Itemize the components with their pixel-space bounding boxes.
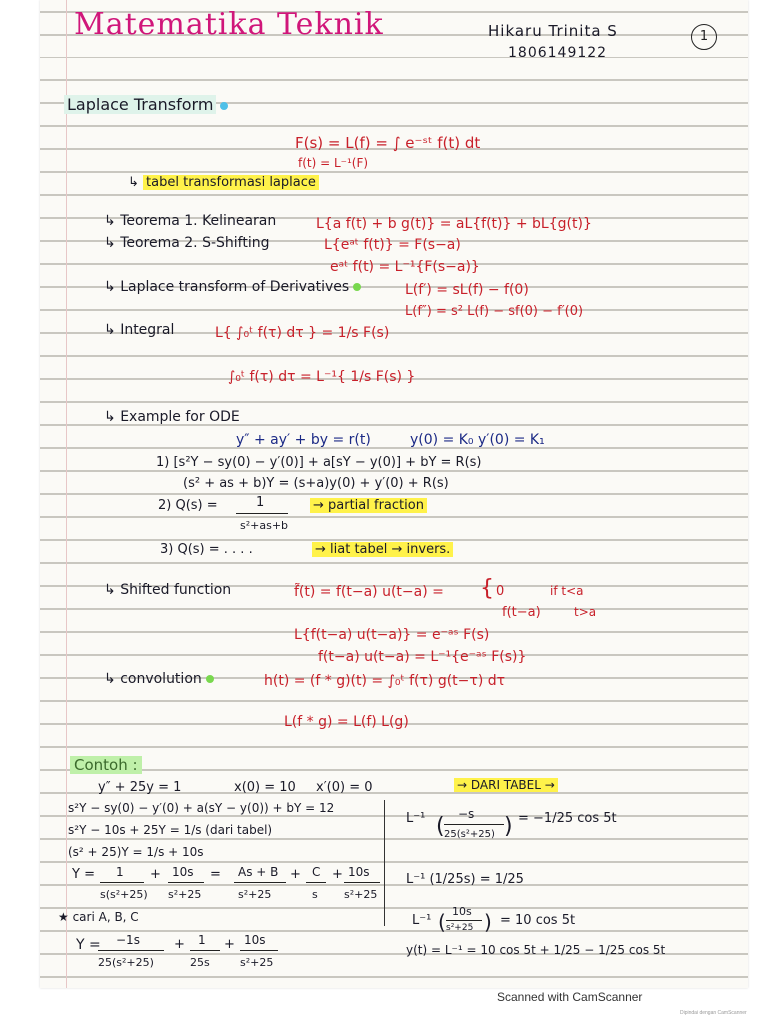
fraction-bar <box>236 513 288 514</box>
fraction-bar <box>100 882 144 883</box>
theorem1-label <box>104 214 276 228</box>
table-note <box>128 176 319 189</box>
theorem2-text: Teorema 2. S-Shifting <box>120 235 270 251</box>
derivative-formula-b: L(f″) = s² L(f) − sf(0) − f′(0) <box>405 304 584 319</box>
plus-sign: + <box>290 867 301 882</box>
final-result: y(t) = L⁻¹ = 10 cos 5t + 1/25 − 1/25 cos 5t <box>406 943 666 957</box>
fraction-den: 25(s²+25) <box>98 956 154 969</box>
ode-step2-note <box>310 499 427 512</box>
page-number: 1 <box>691 24 717 50</box>
scanner-watermark-small: Dipindai dengan CamScanner <box>680 1010 747 1016</box>
fraction-bar <box>234 882 286 883</box>
contoh-problem: y″ + 25y = 1 <box>98 780 182 795</box>
laplace-definition: F(s) = L(f) = ∫ e⁻ˢᵗ f(t) dt <box>295 134 481 152</box>
bullet-dot-icon <box>206 675 214 683</box>
fraction-num: C <box>312 865 321 879</box>
ode-step3: 3) Q(s) = . . . . <box>160 542 253 557</box>
fraction-num: 10s <box>452 905 472 918</box>
contoh-y-lhs: Y = <box>72 867 95 882</box>
result2: L⁻¹ (1/25s) = 1/25 <box>406 872 524 887</box>
fraction-den: s²+25 <box>168 888 202 901</box>
contoh-label <box>70 758 142 773</box>
fraction-den: s²+25 <box>344 888 378 901</box>
fraction-num: −1s <box>116 933 140 947</box>
fraction-bar <box>168 882 204 883</box>
shifted-line3: f(t−a) u(t−a) = L⁻¹{e⁻ᵃˢ F(s)} <box>318 649 527 665</box>
arrow-icon: ↳ <box>104 409 116 425</box>
partial-fraction-note: → partial fraction <box>310 498 427 513</box>
fraction-num: 10s <box>172 865 194 879</box>
margin-line <box>66 0 67 988</box>
page-title: Matematika Teknik <box>74 7 384 42</box>
fraction-den: 25(s²+25) <box>444 829 495 840</box>
fraction-num: As + B <box>238 865 279 879</box>
arrow-icon: ↳ <box>104 213 116 229</box>
fraction-num: 1 <box>116 865 124 879</box>
plus-sign: + <box>332 867 343 882</box>
derivative-formula-a: L(f′) = sL(f) − f(0) <box>405 282 529 298</box>
derivatives-label <box>104 280 361 294</box>
fraction-bar <box>344 882 380 883</box>
arrow-icon: ↳ <box>128 175 139 190</box>
integral-formula-a: L{ ∫₀ᵗ f(τ) dτ } = 1/s F(s) <box>215 325 390 341</box>
fraction-den: s²+25 <box>446 923 474 933</box>
brace-icon: { <box>480 576 494 601</box>
final-y-lhs: Y = <box>76 937 101 953</box>
shifted-case2-cond: t>a <box>574 605 597 619</box>
arrow-icon: ↳ <box>104 235 116 251</box>
paren-close: ) <box>484 910 492 934</box>
fraction-bar <box>240 950 278 951</box>
fraction-bar <box>98 950 164 951</box>
arrow-icon: ↳ <box>104 279 116 295</box>
ode-equation: y″ + ay′ + by = r(t) <box>236 432 371 448</box>
convolution-label <box>104 672 214 686</box>
theorem1-text: Teorema 1. Kelinearan <box>120 213 277 229</box>
shifted-case1-cond: if t<a <box>550 584 584 598</box>
dari-tabel-note <box>454 779 558 791</box>
ode-step2-num: 1 <box>256 495 265 510</box>
fraction-num: 10s <box>244 933 266 947</box>
plus-sign: + <box>174 937 185 952</box>
theorem2-formula-a: L{eᵃᵗ f(t)} = F(s−a) <box>324 237 461 253</box>
ode-label <box>104 410 240 424</box>
contoh-line2: s²Y − 10s + 25Y = 1/s (dari tabel) <box>68 823 273 837</box>
fraction-den: s <box>312 888 318 901</box>
cari-note: ★ cari A, B, C <box>58 910 139 924</box>
fraction-den: s²+25 <box>240 956 274 969</box>
ode-step1b: (s² + as + b)Y = (s+a)y(0) + y′(0) + R(s) <box>183 476 449 491</box>
contoh-ic2: x′(0) = 0 <box>316 780 373 795</box>
inverse-definition: f(t) = L⁻¹(F) <box>298 156 369 170</box>
paren-open: ( <box>438 910 446 934</box>
derivatives-text: Laplace transform of Derivatives <box>120 279 350 295</box>
fraction-num: 1 <box>198 933 206 947</box>
shifted-formula: f̃(t) = f(t−a) u(t−a) = <box>294 584 444 600</box>
paren-open: ( <box>436 814 445 839</box>
table-note-text: tabel transformasi laplace <box>143 175 319 190</box>
contoh-ic1: x(0) = 10 <box>234 780 296 795</box>
bullet-dot-icon <box>220 102 228 110</box>
section-title <box>64 97 228 113</box>
divider-line <box>384 800 385 926</box>
integral-label <box>104 323 174 337</box>
contoh-text: Contoh : <box>70 756 142 774</box>
integral-text: Integral <box>120 322 175 338</box>
paren-close: ) <box>504 814 513 839</box>
convolution-text: convolution <box>120 671 202 687</box>
result1-value: = −1/25 cos 5t <box>518 811 617 826</box>
shifted-label <box>104 583 231 597</box>
fraction-num: −s <box>458 807 475 821</box>
equals-sign: = <box>210 867 221 882</box>
shifted-text: Shifted function <box>120 582 232 598</box>
theorem2-formula-b: eᵃᵗ f(t) = L⁻¹{F(s−a)} <box>330 259 480 275</box>
arrow-icon: ↳ <box>104 322 116 338</box>
ode-text: Example for ODE <box>120 409 240 425</box>
ode-step2-den: s²+as+b <box>240 519 289 532</box>
plus-sign: + <box>150 867 161 882</box>
fraction-num: 10s <box>348 865 370 879</box>
result3-value: = 10 cos 5t <box>500 913 576 928</box>
fraction-den: s²+25 <box>238 888 272 901</box>
fraction-bar <box>306 882 326 883</box>
convolution-property: L(f * g) = L(f) L(g) <box>284 714 409 730</box>
notebook-page <box>40 0 748 988</box>
fraction-den: 25s <box>190 956 210 969</box>
tabel-invers-note: → liat tabel → invers. <box>312 542 453 557</box>
integral-formula-b: ∫₀ᵗ f(τ) dτ = L⁻¹{ 1/s F(s) } <box>228 369 416 385</box>
fraction-bar <box>444 824 504 825</box>
fraction-bar <box>190 950 220 951</box>
shifted-line2: L{f(t−a) u(t−a)} = e⁻ᵃˢ F(s) <box>294 627 490 643</box>
shifted-case2-val: f(t−a) <box>502 605 541 620</box>
theorem2-label <box>104 236 269 250</box>
arrow-icon: ↳ <box>104 671 116 687</box>
fraction-bar <box>446 920 482 921</box>
arrow-icon: ↳ <box>104 582 116 598</box>
shifted-case1-val: 0 <box>496 584 505 599</box>
contoh-line1: s²Y − sy(0) − y′(0) + a(sY − y(0)) + bY = 12 <box>68 801 335 815</box>
bullet-dot-icon <box>353 283 361 291</box>
plus-sign: + <box>224 937 235 952</box>
scanner-watermark: Scanned with CamScanner <box>497 990 643 1004</box>
fraction-den: s(s²+25) <box>100 888 148 901</box>
result1-prefix: L⁻¹ <box>406 811 426 826</box>
result3-prefix: L⁻¹ <box>412 913 432 928</box>
author-name: Hikaru Trinita S <box>488 22 618 40</box>
student-id: 1806149122 <box>508 45 608 61</box>
section-title-text: Laplace Transform <box>64 95 216 114</box>
ode-step3-note <box>312 543 453 556</box>
theorem1-formula: L{a f(t) + b g(t)} = aL{f(t)} + bL{g(t)} <box>316 216 592 232</box>
contoh-line3: (s² + 25)Y = 1/s + 10s <box>68 845 204 859</box>
ode-step1a: 1) [s²Y − sy(0) − y′(0)] + a[sY − y(0)] + bY = R(s) <box>156 455 482 470</box>
ode-initial: y(0) = K₀ y′(0) = K₁ <box>410 432 545 448</box>
ode-step2-lhs: 2) Q(s) = <box>158 498 218 513</box>
convolution-formula: h(t) = (f * g)(t) = ∫₀ᵗ f(τ) g(t−τ) dτ <box>264 673 506 689</box>
dari-tabel-text: → DARI TABEL → <box>454 778 558 792</box>
